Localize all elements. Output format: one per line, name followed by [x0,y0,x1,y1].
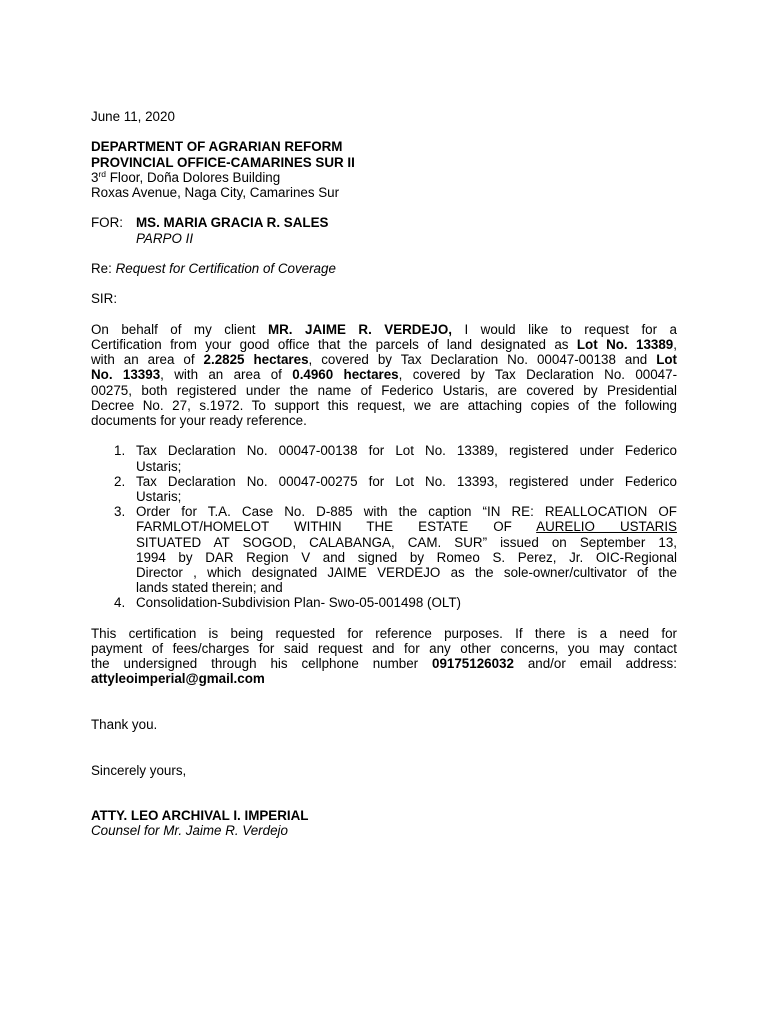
recipient-address: Roxas Avenue, Naga City, Camarines Sur [91,185,340,200]
recipient-org-line2: PROVINCIAL OFFICE-CAMARINES SUR II [91,154,355,170]
for-block [91,215,677,245]
list-item-number: 1. [114,443,126,459]
letter-page [91,109,677,839]
recipient-floor-line [91,170,677,185]
salutation: SIR: [91,291,118,307]
estate-owner-name: AURELIO USTARIS [536,519,677,535]
floor-number: 3 [91,169,99,185]
body-paragraph-2: This certification is being requested for reference purposes. If there is a need for payment of fees/charges for said request and for any other concerns, you may contact the undersigned through his cellphone number 09175126032 and/or email address: attyleoimperial@gmail.com [91,625,677,687]
for-name: MS. MARIA GRACIA R. SALES [136,215,329,231]
body-paragraph-1: On behalf of my client MR. JAIME R. VERDEJO, I would like to request for a Certification from your good office that the parcels of land designated as Lot No. 13389, with an area of 2.2825 hectares, covered by Tax Declaration No. 00047-00138 and Lot No. 13393, with an area of 0.4960 hectares, covered by Tax Declaration No. 00047- 00275, both registered under the name of Federico Ustaris, are covered by Presidential Decree No. 27, s.1972. To support this request, we are attaching copies of the following documents for your ready reference. [91,321,678,428]
closing: Sincerely yours, [91,762,187,778]
recipient-org-line1: DEPARTMENT OF AGRARIAN REFORM [91,139,343,155]
re-subject: Request for Certification of Coverage [115,260,336,276]
signature-block [91,808,677,838]
list-item: 2. Tax Declaration No. 00047-00275 for Lot No. 13393, registered under Federico Ustaris; [114,473,677,504]
list-item-number: 3. [114,504,126,520]
lot-number-1: Lot No. 13389 [576,336,674,352]
email-address[interactable]: attyleoimperial@gmail.com [91,671,265,687]
for-position: PARPO II [136,230,194,246]
list-item-number: 2. [114,473,126,489]
floor-ordinal: rd [98,168,107,179]
list-item: 1. Tax Declaration No. 00047-00138 for Lot No. 13389, registered under Federico Ustaris; [114,443,677,474]
thank-you: Thank you. [91,716,158,732]
lot-number-2-prefix: Lot [656,352,678,368]
list-item: 4. Consolidation-Subdivision Plan- Swo-05-001498 (OLT) [114,595,462,611]
for-label: FOR: [91,215,123,231]
area-1: 2.2825 hectares [203,352,309,368]
re-label: Re: [91,260,112,276]
list-item: 3. Order for T.A. Case No. D-885 with the caption “IN RE: REALLOCATION OF FARMLOT/HOMELOT WITHIN THE ESTATE OF AURELIO USTARIS SITUATED AT SOGOD, CALABANGA, CAM. SUR” issued on September 13, 1994 by DAR Region V and signed by Romeo S. Perez, Jr. OIC-Regional Director , which designated JAIME VERDEJO as the sole-owner/cultivator of the lands stated therein; and [114,504,677,596]
list-item-number: 4. [114,595,126,611]
attachments-list [91,443,677,610]
re-line [91,261,677,276]
letter-date: June 11, 2020 [91,109,175,124]
floor-building: Floor, Doña Dolores Building [106,169,281,185]
recipient-block [91,139,677,200]
area-2: 0.4960 hectares [292,367,399,383]
signatory-name: ATTY. LEO ARCHIVAL I. IMPERIAL [91,808,309,824]
client-name: MR. JAIME R. VERDEJO, [267,321,452,337]
signatory-title: Counsel for Mr. Jaime R. Verdejo [91,823,288,839]
cellphone-number: 09175126032 [432,656,514,672]
lot-number-2: No. 13393 [91,367,161,383]
